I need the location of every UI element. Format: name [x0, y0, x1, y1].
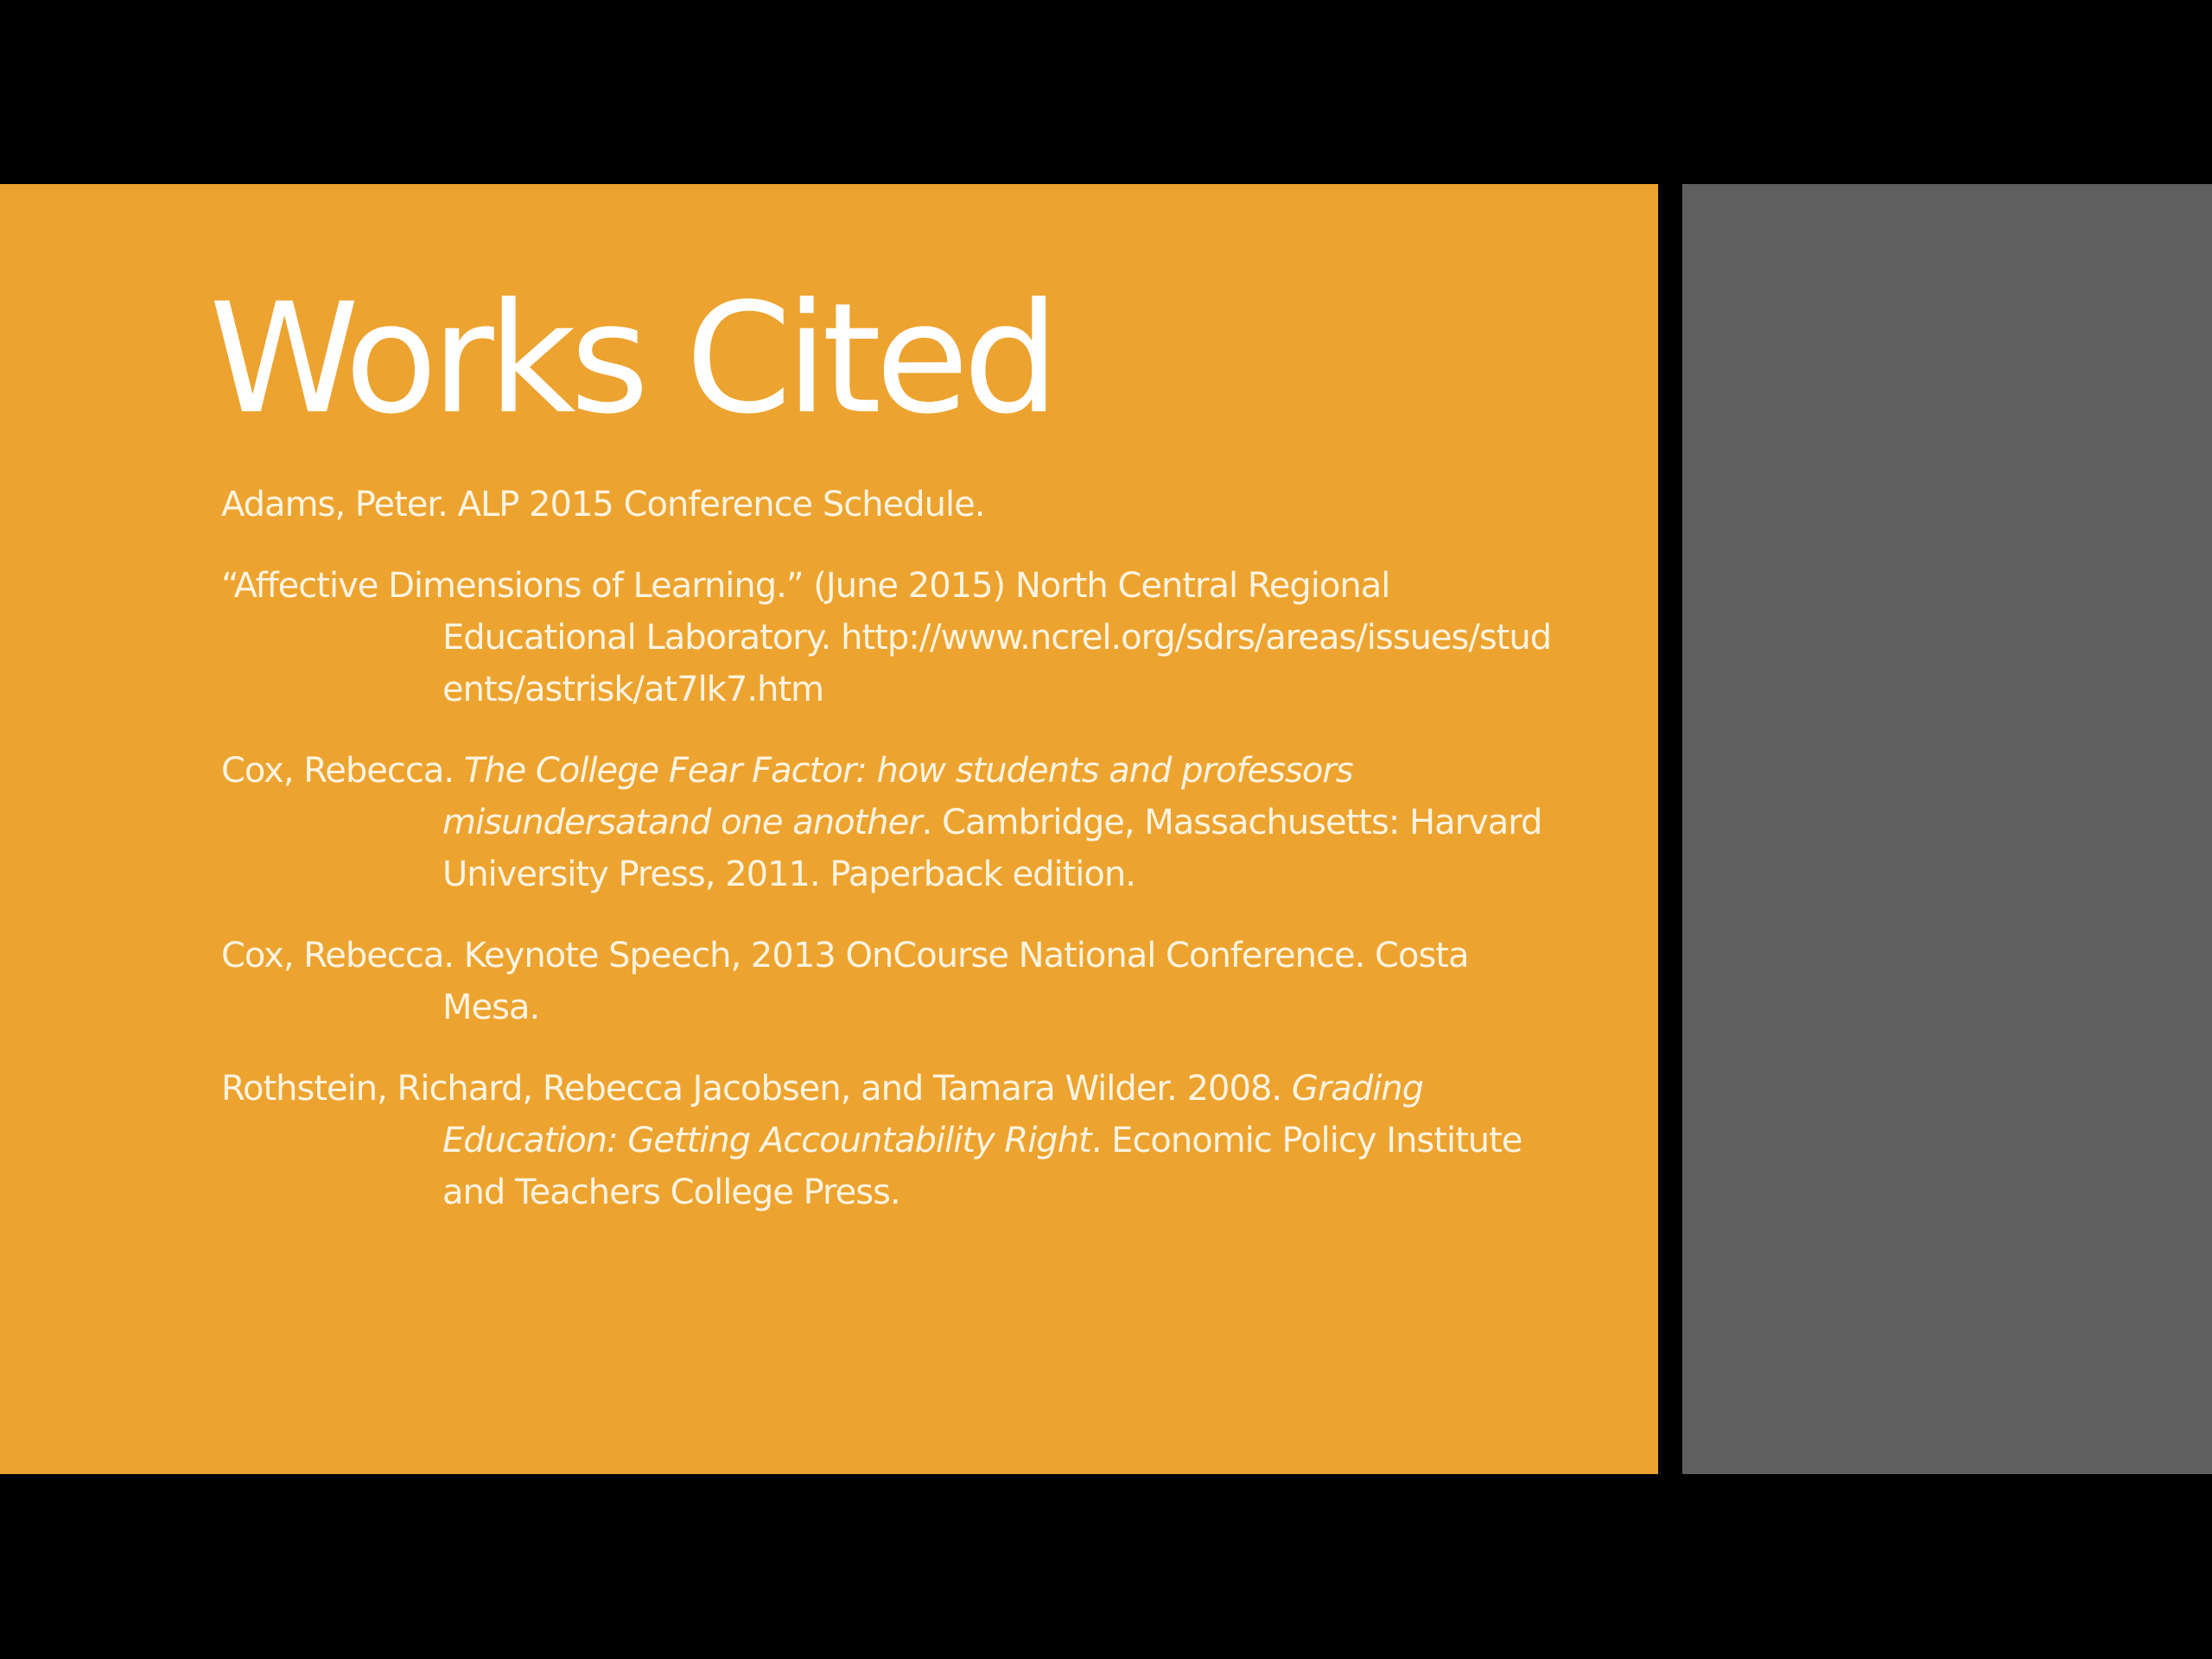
citation-book-title: The College Fear Factor: how students and professors misundersatand one another [442, 751, 1353, 842]
side-panel [1682, 184, 2212, 1474]
citation-rothstein [221, 1063, 1569, 1218]
slide-title: Works Cited [209, 270, 1054, 448]
citation-url: http://www.ncrel.org/sdrs/areas/issues/students/astrisk/at7lk7.htm [442, 618, 1552, 709]
citation-adams [221, 479, 1569, 531]
citation-cox-book [221, 745, 1569, 900]
citation-author: Cox, Rebecca. [221, 751, 454, 791]
citation-lead: “Affective Dimensions of Learning.” (June 2015) North Central Regional Educational Laboratory. [221, 566, 1390, 658]
citation-rest: . Economic Policy Institute and Teachers College Press. [442, 1121, 1522, 1212]
citation-affective-dimensions [221, 560, 1569, 715]
citation-text: Cox, Rebecca. Keynote Speech, 2013 OnCourse National Conference. Costa Mesa. [221, 936, 1469, 1027]
citation-rest: . Cambridge, Massachusetts: Harvard University Press, 2011. Paperback edition. [442, 803, 1542, 894]
citation-list [221, 479, 1569, 1248]
citation-cox-keynote [221, 930, 1569, 1033]
citation-author: Rothstein, Richard, Rebecca Jacobsen, and Tamara Wilder. 2008. [221, 1069, 1282, 1109]
citation-book-title: Grading Education: Getting Accountability Right [442, 1069, 1424, 1160]
citation-text: Adams, Peter. ALP 2015 Conference Schedule. [221, 485, 985, 524]
